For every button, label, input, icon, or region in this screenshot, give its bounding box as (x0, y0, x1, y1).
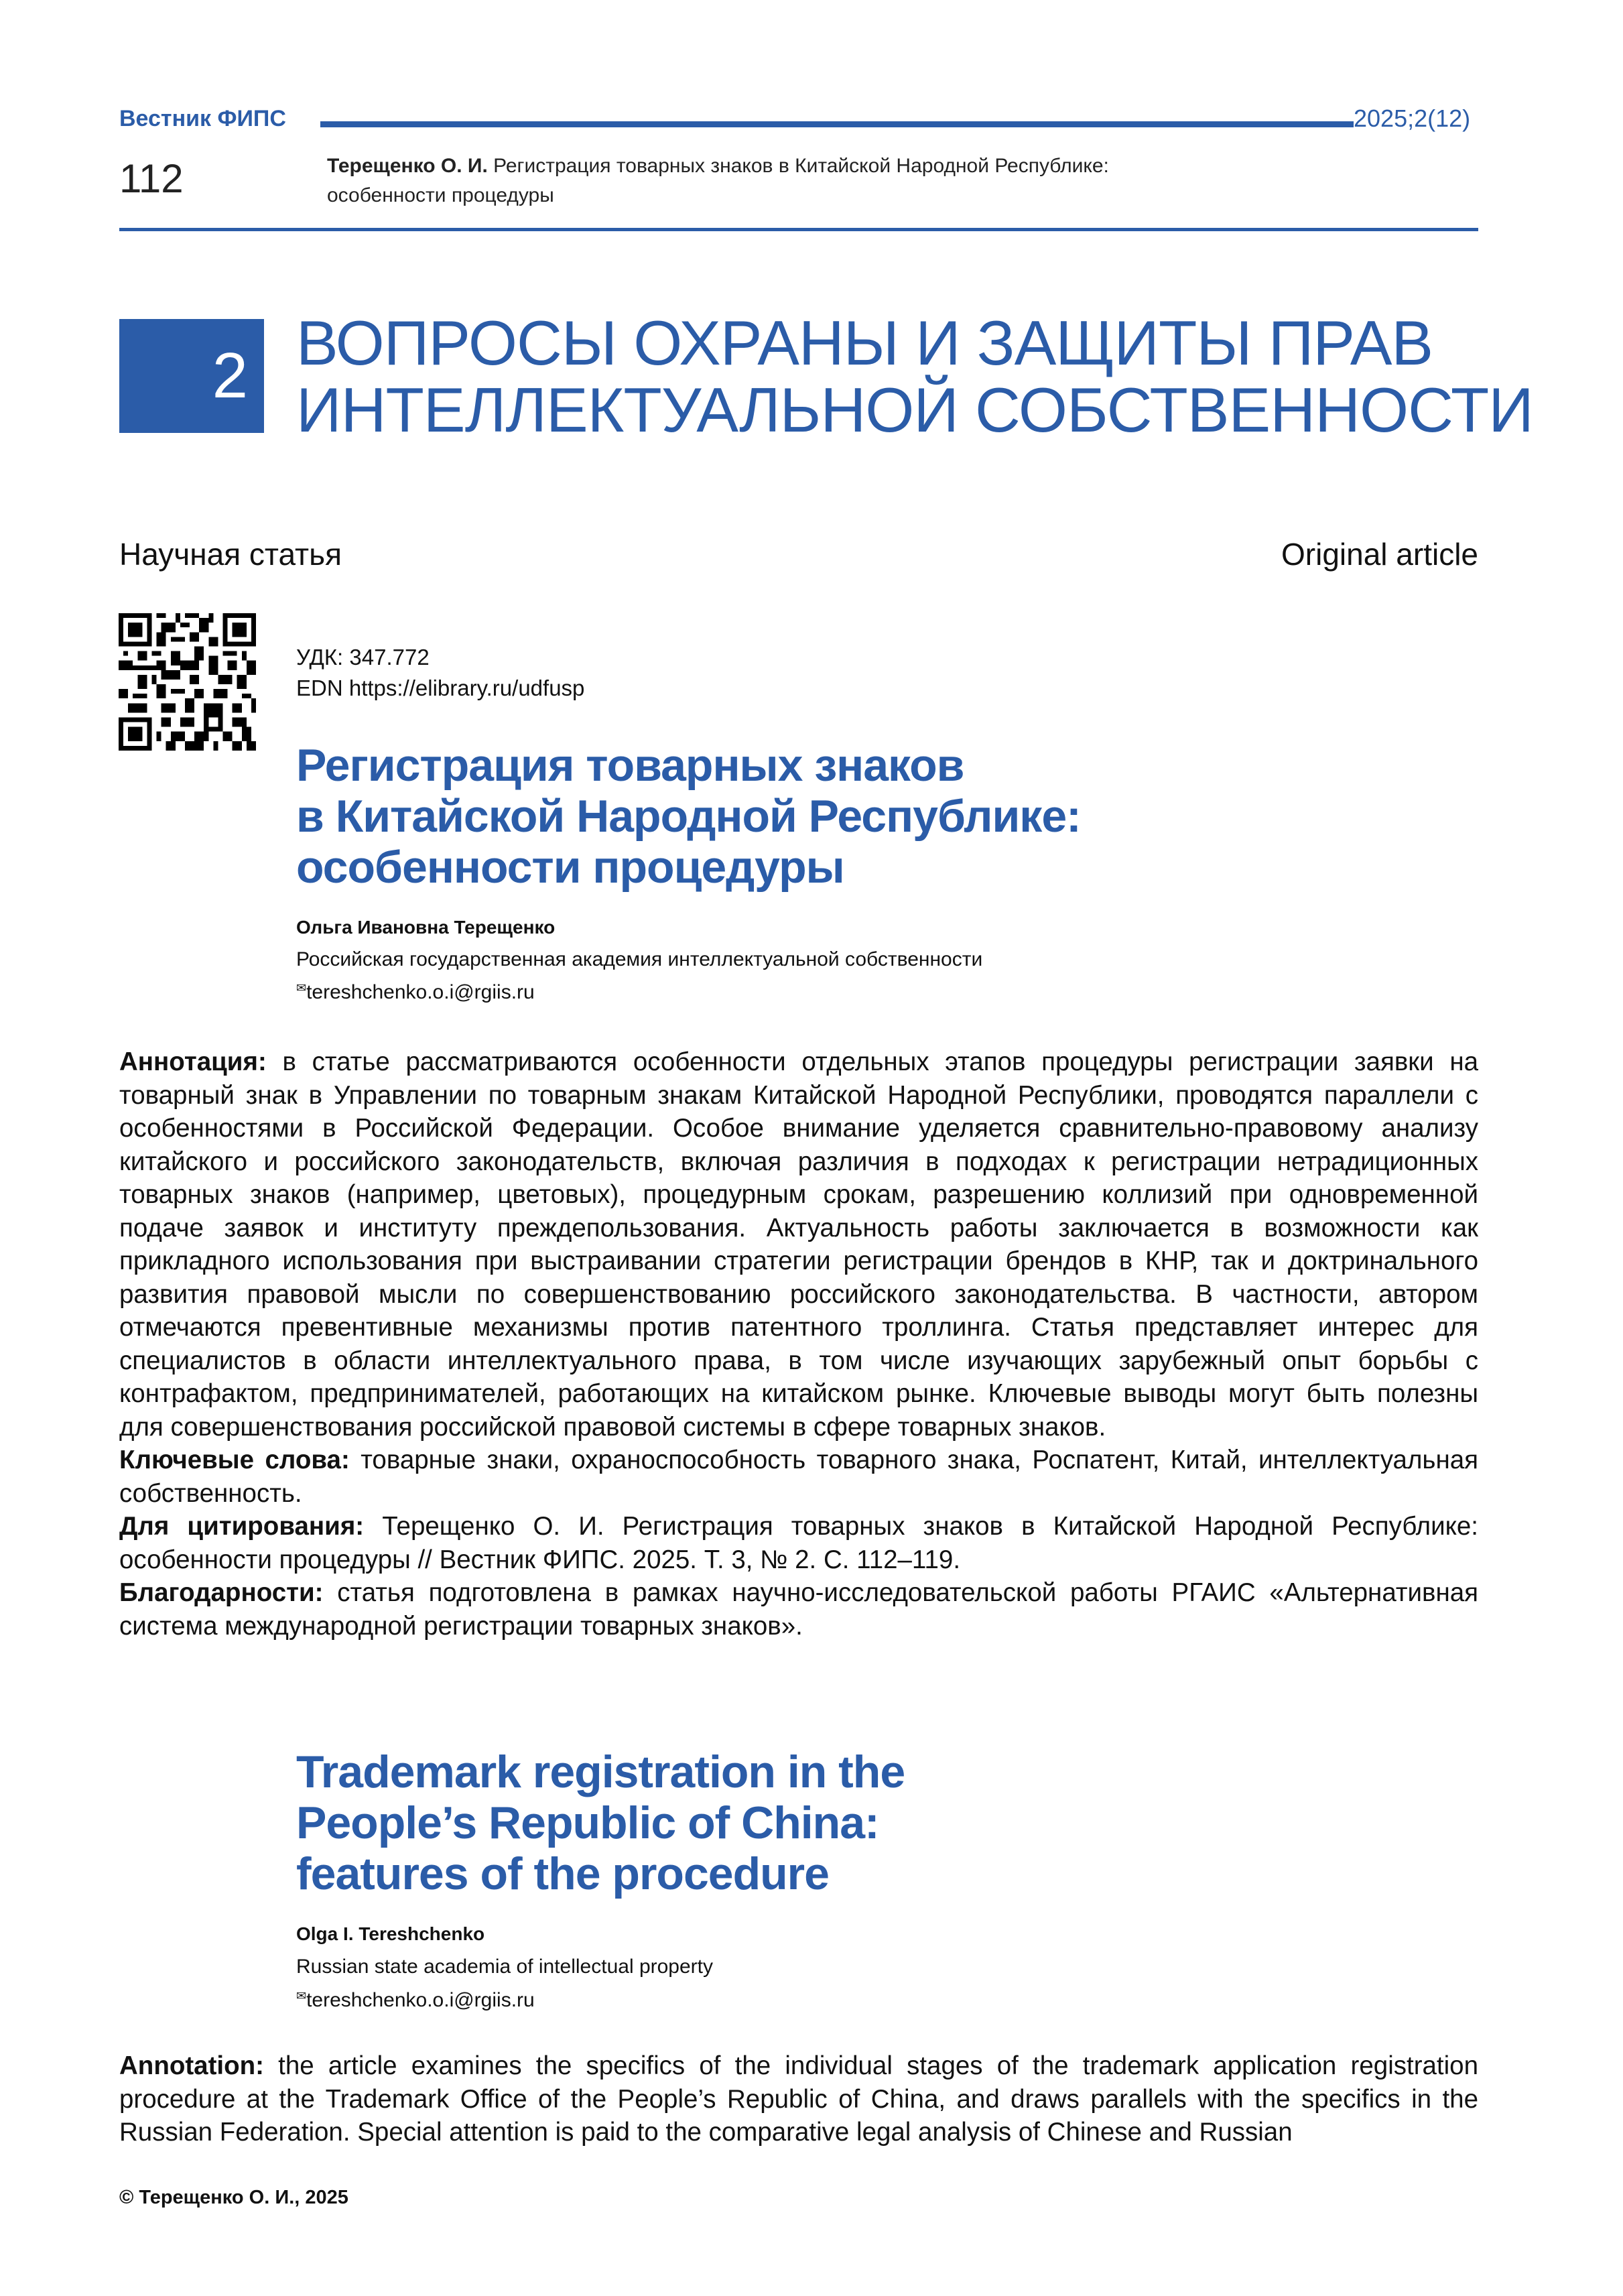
header-bottom-rule (119, 228, 1478, 231)
keywords-label: Ключевые слова: (119, 1446, 350, 1474)
qr-code-icon[interactable] (119, 613, 256, 751)
section-title (296, 310, 1533, 444)
copyright: © Терещенко О. И., 2025 (119, 2187, 348, 2208)
keywords-ru (119, 1444, 1478, 1510)
envelope-icon: ✉ (296, 1989, 307, 2002)
identifiers (296, 642, 584, 704)
citation-label: Для цитирования: (119, 1512, 365, 1541)
article-type-en: Original article (1281, 537, 1478, 572)
udk-code: УДК: 347.772 (296, 645, 430, 669)
keywords-text: товарные знаки, охраноспособность товарного знака, Роспатент, Китай, интеллектуальная собственность. (119, 1446, 1479, 1508)
title-ru-line: Регистрация товарных знаков (296, 740, 964, 791)
abstract-en-block (119, 2049, 1478, 2149)
article-title-ru (296, 740, 1234, 893)
article-type-ru: Научная статья (119, 537, 342, 572)
title-ru-line: особенности процедуры (296, 842, 844, 893)
email-address[interactable]: tereshchenko.o.i@rgiis.ru (306, 1989, 535, 2011)
page-number: 112 (119, 156, 184, 201)
edn-link[interactable]: EDN https://elibrary.ru/udfusp (296, 676, 585, 700)
running-author: Терещенко О. И. (327, 155, 488, 177)
affiliation-en: Russian state academia of intellectual property (296, 1956, 714, 1978)
running-title-line2: особенности процедуры (327, 184, 554, 206)
abstract-ru-block (119, 1045, 1478, 1643)
envelope-icon: ✉ (296, 981, 307, 995)
title-en-line: features of the procedure (296, 1848, 829, 1899)
running-title-line1: Регистрация товарных знаков в Китайской Народной Республике: (487, 155, 1109, 177)
abstract-en (119, 2049, 1478, 2149)
acknowledgements-text: статья подготовлена в рамках научно-исследовательской работы РГАИС «Альтернативная система международной регистрации товарных знаков». (119, 1578, 1478, 1641)
email-ru[interactable] (296, 981, 535, 1004)
title-en-line: Trademark registration in the (296, 1746, 905, 1797)
header-rule (320, 121, 1354, 127)
abstract-label: Аннотация: (119, 1047, 267, 1076)
affiliation-ru: Российская государственная академия интеллектуальной собственности (296, 948, 983, 970)
citation-ru (119, 1510, 1478, 1576)
journal-name: Вестник ФИПС (119, 106, 286, 131)
running-title (327, 151, 1332, 210)
abstract-label: Annotation: (119, 2051, 264, 2080)
citation-text: Терещенко О. И. Регистрация товарных знаков в Китайской Народной Республике: особенности процедуры // Вестник ФИПС. 2025. Т. 3, № 2. С. 112–119. (119, 1512, 1478, 1574)
email-en[interactable] (296, 1989, 535, 2012)
title-en-line: People’s Republic of China: (296, 1797, 879, 1848)
author-name-ru: Ольга Ивановна Терещенко (296, 917, 556, 938)
title-ru-line: в Китайской Народной Республике: (296, 791, 1081, 842)
abstract-ru (119, 1045, 1478, 1444)
abstract-text: the article examines the specifics of the individual stages of the trademark application registration procedure at the Trademark Office of the People’s Republic of China, and draws parallels with the specifics in the Russian Federation. Special attention is paid to the comparative legal analysis of Chinese and Russian (119, 2051, 1478, 2147)
acknowledgements-ru (119, 1576, 1478, 1643)
email-address[interactable]: tereshchenko.o.i@rgiis.ru (306, 981, 535, 1003)
section-title-line2: ИНТЕЛЛЕКТУАЛЬНОЙ СОБСТВЕННОСТИ (296, 375, 1533, 445)
abstract-text: в статье рассматриваются особенности отдельных этапов процедуры регистрации заявки на товарный знак в Управлении по товарным знакам Китайской Народной Республики, проводятся параллели с особенностями в Российской Федерации. Особое внимание уделяется сравнительно-правовому анализу китайского и российского законодательств, включая различия в подходах к регистрации нетрадиционных товарных знаков (например, цветовых), процедурным срокам, разрешению коллизий при одновременной подаче заявок и институту преждепользования. Актуальность работы заключается в возможности как прикладного использования при выстраивании стратегии регистрации брендов в КНР, так и доктринального развития правовой мысли по совершенствованию российского законодательства. В частности, автором отмечаются превентивные механизмы против патентного троллинга. Статья представляет интерес для специалистов в области интеллектуального права, в том числе изучающих зарубежный опыт борьбы с контрафактом, предпринимателей, работающих на китайском рынке. Ключевые выводы могут быть полезны для совершенствования российской правовой системы в сфере товарных знаков. (119, 1047, 1478, 1442)
section-title-line1: ВОПРОСЫ ОХРАНЫ И ЗАЩИТЫ ПРАВ (296, 308, 1433, 378)
article-title-en (296, 1746, 1167, 1899)
author-name-en: Olga I. Tereshchenko (296, 1923, 485, 1944)
acknowledgements-label: Благодарности: (119, 1578, 324, 1607)
section-number-box: 2 (119, 319, 264, 433)
issue-number: 2025;2(12) (1354, 105, 1471, 132)
